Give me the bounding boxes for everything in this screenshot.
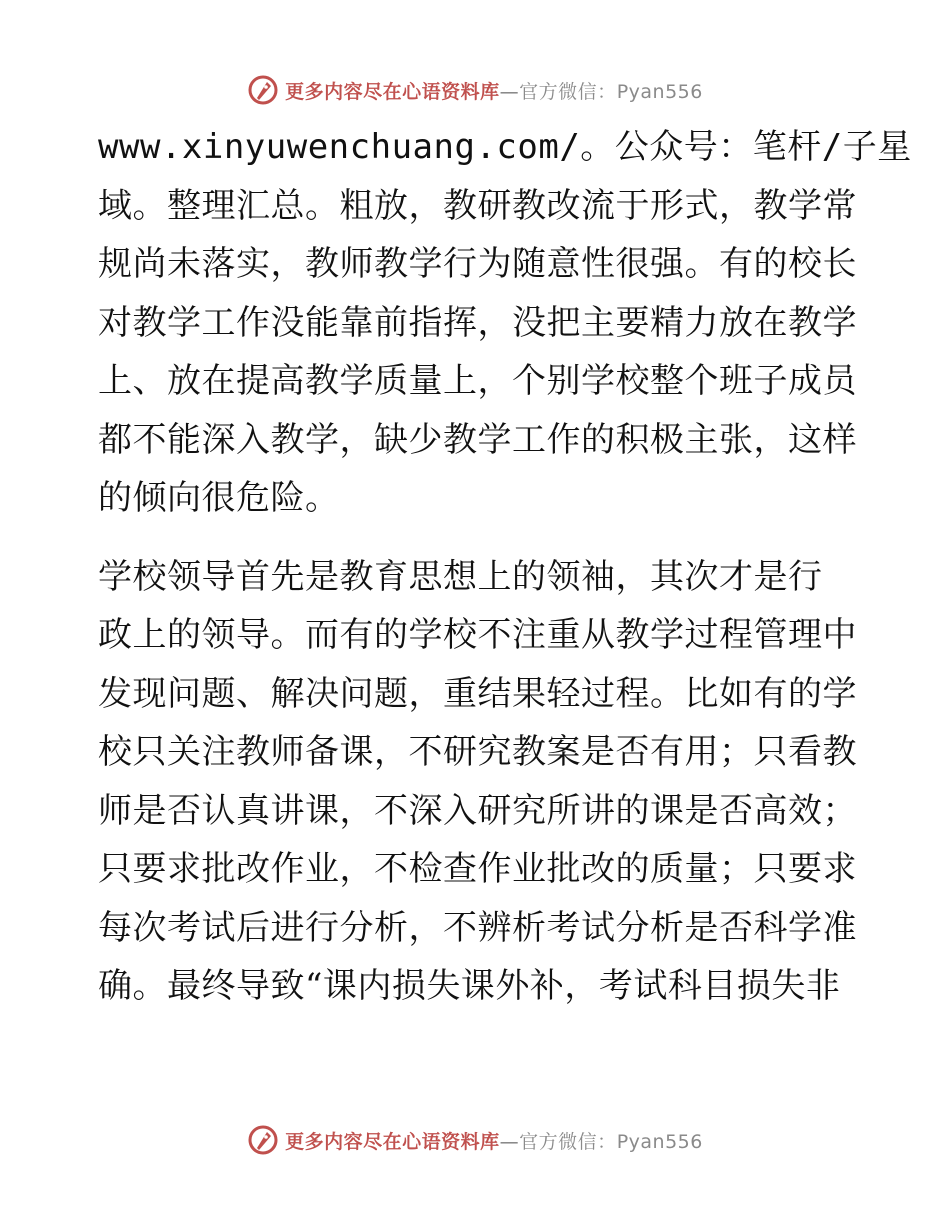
text-line: 政上的领导。而有的学校不注重从教学过程管理中 (98, 615, 857, 655)
banner-wechat-id: Pyan556 (616, 1130, 703, 1153)
text-line: 只要求批改作业，不检查作业批改的质量；只要求 (98, 849, 857, 889)
text-line: 上、放在提高教学质量上，个别学校整个班子成员 (98, 361, 857, 401)
banner-wechat-label: 官方微信： (519, 80, 617, 103)
text-line: 确。最终导致“课内损失课外补，考试科目损失非 (98, 966, 841, 1006)
banner-separator: — (499, 80, 520, 103)
text-line: 每次考试后进行分析，不辨析考试分析是否科学准 (98, 907, 857, 948)
text-line: 对教学工作没能靠前指挥，没把主要精力放在教学 (98, 302, 857, 343)
banner-wechat-label: 官方微信： (519, 1130, 617, 1153)
pen-nib-circle-icon (247, 74, 279, 106)
footer-banner (0, 1122, 950, 1158)
text-line: 发现问题、解决问题，重结果轻过程。比如有的学 (98, 673, 857, 714)
text-line: 校只关注教师备课，不研究教案是否有用；只看教 (98, 732, 857, 772)
text-line: 规尚未落实，教师教学行为随意性很强。有的校长 (98, 244, 857, 284)
banner-main-text: 更多内容尽在心语资料库 (285, 1130, 500, 1153)
paragraph-2 (98, 548, 857, 1016)
text-line: www.xinyuwenchuang.com/。公众号：笔杆/子星 (98, 127, 912, 167)
banner-text (285, 77, 703, 104)
text-line: 师是否认真讲课，不深入研究所讲的课是否高效； (98, 790, 857, 831)
paragraph-gap (98, 528, 850, 548)
document-body (98, 118, 912, 1016)
header-banner (0, 72, 950, 108)
paragraph-1 (98, 118, 912, 528)
banner-separator: — (499, 1130, 520, 1153)
text-line: 学校领导首先是教育思想上的领袖，其次才是行 (98, 556, 823, 597)
banner-text (285, 1127, 703, 1154)
text-line: 都不能深入教学，缺少教学工作的积极主张，这样 (98, 419, 857, 460)
banner-main-text: 更多内容尽在心语资料库 (285, 80, 500, 103)
banner-wechat-id: Pyan556 (616, 80, 703, 103)
text-line: 域。整理汇总。粗放，教研教改流于形式，教学常 (98, 185, 857, 226)
text-line: 的倾向很危险。 (98, 478, 340, 518)
pen-nib-circle-icon (247, 1124, 279, 1156)
